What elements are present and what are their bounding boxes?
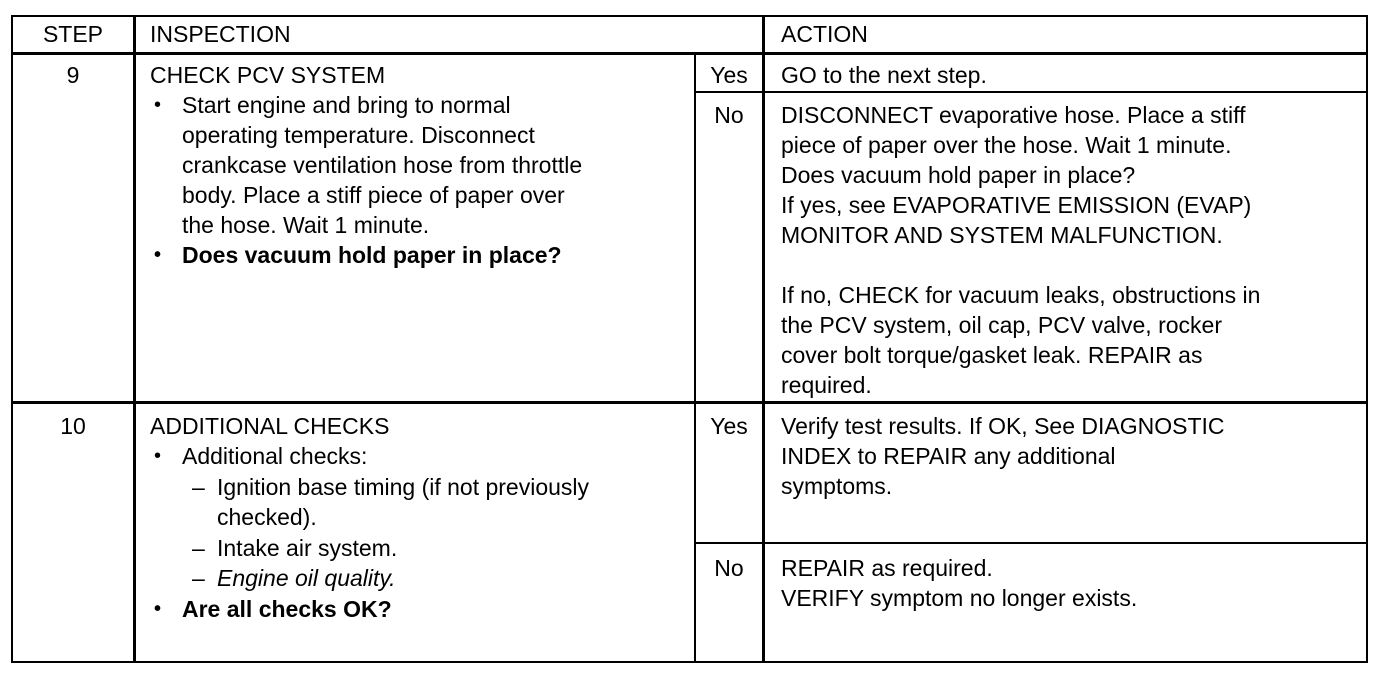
bullet-icon: • <box>154 94 162 116</box>
inspection-line: operating temperature. Disconnect <box>182 122 535 148</box>
action-line <box>781 250 1260 280</box>
sub-item-line: checked). <box>217 504 317 530</box>
step-number: 9 <box>66 62 80 88</box>
bullet-icon: • <box>154 598 162 620</box>
col-divider-action <box>762 15 765 663</box>
yes-label: Yes <box>710 62 748 88</box>
action-line: If no, CHECK for vacuum leaks, obstructions in <box>781 282 1261 308</box>
col-divider-step <box>133 15 136 663</box>
action-line: DISCONNECT evaporative hose. Place a stiff <box>781 102 1246 128</box>
row9-yes-no-divider <box>694 91 1368 93</box>
dash-icon: – <box>192 565 205 591</box>
bullet-icon: • <box>154 445 162 467</box>
no-action <box>781 100 1260 400</box>
inspection-line: Start engine and bring to normal <box>182 92 511 118</box>
action-line: piece of paper over the hose. Wait 1 minute. <box>781 132 1232 158</box>
row-divider <box>11 401 1368 404</box>
no-label: No <box>714 102 744 128</box>
inspection-line: crankcase ventilation hose from throttle <box>182 152 583 178</box>
header-action: ACTION <box>781 21 868 47</box>
sub-item-line: Engine oil quality. <box>217 565 396 591</box>
inspection-title: ADDITIONAL CHECKS <box>150 413 390 439</box>
sub-item-line: Ignition base timing (if not previously <box>217 474 590 500</box>
inspection-line: the hose. Wait 1 minute. <box>182 212 430 238</box>
action-line: Verify test results. If OK, See DIAGNOSTIC <box>781 413 1225 439</box>
action-line: Does vacuum hold paper in place? <box>781 162 1136 188</box>
action-line: REPAIR as required. <box>781 555 993 581</box>
action-line: If yes, see EVAPORATIVE EMISSION (EVAP) <box>781 192 1252 218</box>
yes-label: Yes <box>710 413 748 439</box>
action-line: symptoms. <box>781 473 893 499</box>
dash-icon: – <box>192 535 205 561</box>
action-line: the PCV system, oil cap, PCV valve, rocker <box>781 312 1222 338</box>
inspection-line: body. Place a stiff piece of paper over <box>182 182 565 208</box>
bullet-text: Additional checks: <box>182 443 368 469</box>
action-line: cover bolt torque/gasket leak. REPAIR as <box>781 342 1203 368</box>
bullet-icon: • <box>154 244 162 266</box>
no-action <box>781 553 1137 613</box>
sub-item-line: Intake air system. <box>217 535 398 561</box>
action-line: VERIFY symptom no longer exists. <box>781 585 1138 611</box>
action-line: MONITOR AND SYSTEM MALFUNCTION. <box>781 222 1223 248</box>
action-line: required. <box>781 372 872 398</box>
question-text: Are all checks OK? <box>182 596 392 622</box>
inspection-title: CHECK PCV SYSTEM <box>150 62 386 88</box>
step-number: 10 <box>60 413 86 439</box>
dash-icon: – <box>192 474 205 500</box>
no-label: No <box>714 555 744 581</box>
yes-action <box>781 411 1225 501</box>
action-line: INDEX to REPAIR any additional <box>781 443 1116 469</box>
header-step: STEP <box>42 21 104 47</box>
header-inspection: INSPECTION <box>150 21 291 47</box>
row10-yes-no-divider <box>694 542 1368 544</box>
question-text: Does vacuum hold paper in place? <box>182 242 562 268</box>
yes-action: GO to the next step. <box>781 62 987 88</box>
header-divider <box>11 52 1368 55</box>
